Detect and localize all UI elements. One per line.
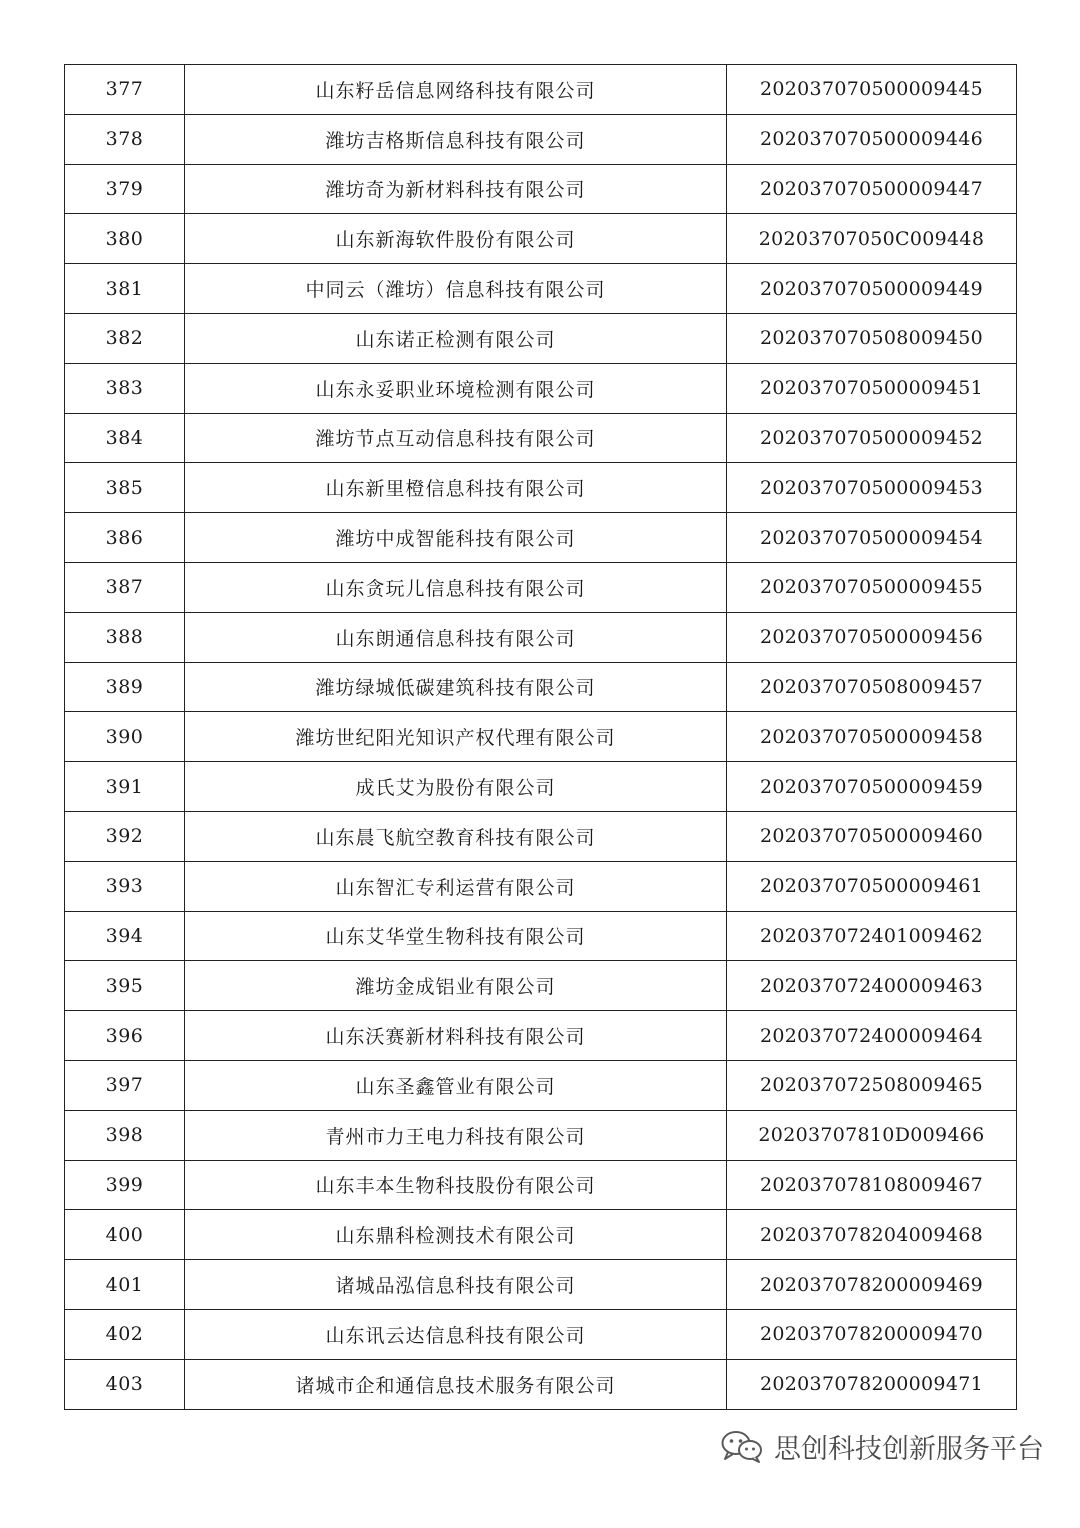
table-row [65, 1309, 1017, 1359]
row-number: 391 [65, 762, 185, 812]
company-name: 潍坊金成铝业有限公司 [185, 961, 727, 1011]
registration-code: 202037072400009464 [727, 1011, 1017, 1061]
registration-code: 202037078108009467 [727, 1160, 1017, 1210]
row-number: 387 [65, 562, 185, 612]
table-row [65, 264, 1017, 314]
registration-code: 202037070500009461 [727, 861, 1017, 911]
registration-code: 20203707050C009448 [727, 214, 1017, 264]
registration-code: 202037078200009471 [727, 1359, 1017, 1409]
table-row [65, 861, 1017, 911]
registration-code: 202037072401009462 [727, 911, 1017, 961]
table-row [65, 1210, 1017, 1260]
company-name: 山东籽岳信息网络科技有限公司 [185, 65, 727, 115]
row-number: 394 [65, 911, 185, 961]
company-name: 山东新里橙信息科技有限公司 [185, 463, 727, 513]
company-name: 山东朗通信息科技有限公司 [185, 612, 727, 662]
company-name: 山东贪玩儿信息科技有限公司 [185, 562, 727, 612]
registration-code: 202037070500009456 [727, 612, 1017, 662]
registration-code: 202037070500009454 [727, 513, 1017, 563]
table-row [65, 712, 1017, 762]
company-name: 潍坊奇为新材料科技有限公司 [185, 164, 727, 214]
table-row [65, 313, 1017, 363]
registration-code: 202037070500009458 [727, 712, 1017, 762]
row-number: 384 [65, 413, 185, 463]
registration-code: 202037078204009468 [727, 1210, 1017, 1260]
registration-code: 202037070500009445 [727, 65, 1017, 115]
company-name: 潍坊中成智能科技有限公司 [185, 513, 727, 563]
row-number: 383 [65, 363, 185, 413]
company-name: 山东智汇专利运营有限公司 [185, 861, 727, 911]
row-number: 386 [65, 513, 185, 563]
registration-code: 202037070500009451 [727, 363, 1017, 413]
table-row [65, 1260, 1017, 1310]
company-name: 山东讯云达信息科技有限公司 [185, 1309, 727, 1359]
table-row [65, 513, 1017, 563]
row-number: 397 [65, 1060, 185, 1110]
table-row [65, 811, 1017, 861]
registration-code: 202037070508009457 [727, 662, 1017, 712]
table-row [65, 562, 1017, 612]
row-number: 396 [65, 1011, 185, 1061]
registration-code: 202037070500009459 [727, 762, 1017, 812]
row-number: 381 [65, 264, 185, 314]
company-name: 山东诺正检测有限公司 [185, 313, 727, 363]
table-row [65, 1011, 1017, 1061]
table-row [65, 662, 1017, 712]
company-name: 潍坊吉格斯信息科技有限公司 [185, 114, 727, 164]
table-row [65, 1160, 1017, 1210]
table-row [65, 114, 1017, 164]
registration-code: 202037070500009460 [727, 811, 1017, 861]
company-name: 诸城品泓信息科技有限公司 [185, 1260, 727, 1310]
registration-code: 202037070500009447 [727, 164, 1017, 214]
table-row [65, 1110, 1017, 1160]
company-name: 潍坊节点互动信息科技有限公司 [185, 413, 727, 463]
company-name: 青州市力王电力科技有限公司 [185, 1110, 727, 1160]
registration-code: 202037070508009450 [727, 313, 1017, 363]
row-number: 378 [65, 114, 185, 164]
company-name: 山东圣鑫管业有限公司 [185, 1060, 727, 1110]
table-row [65, 1359, 1017, 1409]
company-name: 山东沃赛新材料科技有限公司 [185, 1011, 727, 1061]
registration-code: 202037078200009469 [727, 1260, 1017, 1310]
row-number: 385 [65, 463, 185, 513]
registration-code: 202037072400009463 [727, 961, 1017, 1011]
row-number: 392 [65, 811, 185, 861]
registration-code: 202037070500009449 [727, 264, 1017, 314]
table-row [65, 363, 1017, 413]
company-name: 诸城市企和通信息技术服务有限公司 [185, 1359, 727, 1409]
row-number: 388 [65, 612, 185, 662]
row-number: 389 [65, 662, 185, 712]
row-number: 377 [65, 65, 185, 115]
wechat-icon [720, 1428, 764, 1464]
table-row [65, 961, 1017, 1011]
table-row [65, 413, 1017, 463]
company-name: 山东永妥职业环境检测有限公司 [185, 363, 727, 413]
registration-code: 202037070500009452 [727, 413, 1017, 463]
row-number: 403 [65, 1359, 185, 1409]
company-name: 山东新海软件股份有限公司 [185, 214, 727, 264]
registration-table-body [65, 65, 1017, 1410]
row-number: 390 [65, 712, 185, 762]
watermark [720, 1424, 1044, 1468]
table-row [65, 612, 1017, 662]
company-name: 潍坊绿城低碳建筑科技有限公司 [185, 662, 727, 712]
registration-code: 202037070500009453 [727, 463, 1017, 513]
row-number: 380 [65, 214, 185, 264]
registration-code: 20203707810D009466 [727, 1110, 1017, 1160]
row-number: 395 [65, 961, 185, 1011]
company-name: 成氏艾为股份有限公司 [185, 762, 727, 812]
registration-table [64, 64, 1017, 1410]
company-name: 山东晨飞航空教育科技有限公司 [185, 811, 727, 861]
table-row [65, 762, 1017, 812]
registration-code: 202037072508009465 [727, 1060, 1017, 1110]
row-number: 402 [65, 1309, 185, 1359]
row-number: 400 [65, 1210, 185, 1260]
row-number: 382 [65, 313, 185, 363]
table-row [65, 1060, 1017, 1110]
table-row [65, 214, 1017, 264]
company-name: 中同云（潍坊）信息科技有限公司 [185, 264, 727, 314]
row-number: 393 [65, 861, 185, 911]
watermark-text: 思创科技创新服务平台 [774, 1433, 1044, 1465]
company-name: 潍坊世纪阳光知识产权代理有限公司 [185, 712, 727, 762]
row-number: 401 [65, 1260, 185, 1310]
table-row [65, 164, 1017, 214]
row-number: 379 [65, 164, 185, 214]
table-row [65, 911, 1017, 961]
registration-code: 202037078200009470 [727, 1309, 1017, 1359]
company-name: 山东丰本生物科技股份有限公司 [185, 1160, 727, 1210]
registration-code: 202037070500009455 [727, 562, 1017, 612]
registration-code: 202037070500009446 [727, 114, 1017, 164]
table-row [65, 463, 1017, 513]
row-number: 399 [65, 1160, 185, 1210]
company-name: 山东鼎科检测技术有限公司 [185, 1210, 727, 1260]
company-name: 山东艾华堂生物科技有限公司 [185, 911, 727, 961]
row-number: 398 [65, 1110, 185, 1160]
table-row [65, 65, 1017, 115]
